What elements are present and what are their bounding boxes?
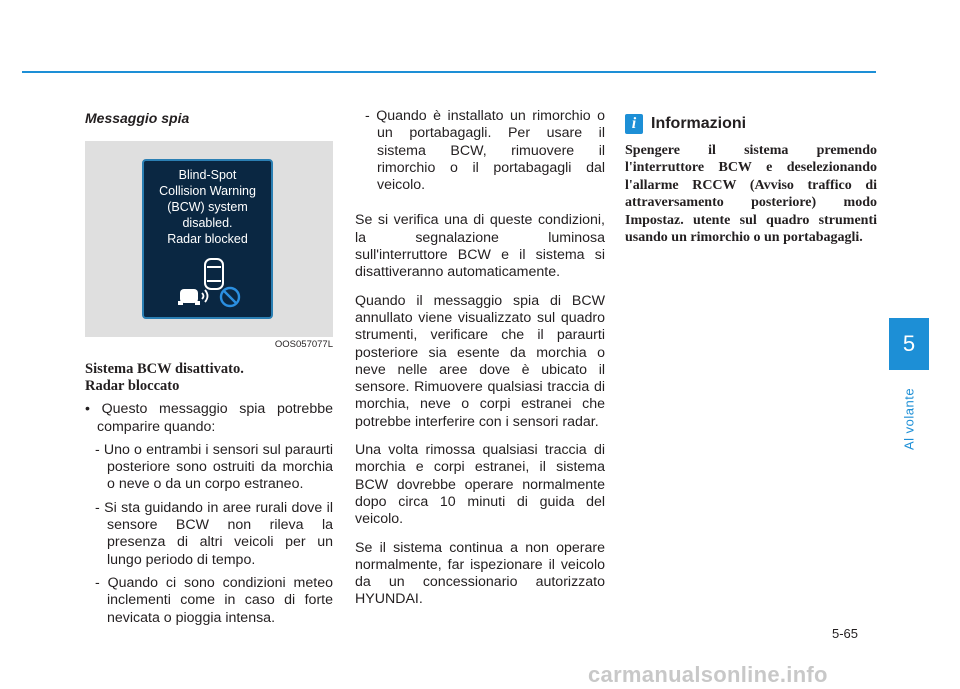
info-title: Informazioni — [651, 115, 747, 133]
dash-item-3: - Quando ci sono condizioni meteo inclementi come in caso di forte nevicata o pioggia intensa. — [95, 574, 333, 626]
warning-figure — [85, 141, 333, 350]
paragraph-1: Se si verifica una di queste condizioni, la segnalazione luminosa sull'interruttore BCW e il sistema si disattiveranno automaticamente. — [355, 212, 605, 281]
chapter-label: Al volante — [901, 387, 917, 451]
bullet-item: • Questo messaggio spia potrebbe comparire quando: — [85, 401, 333, 435]
info-box — [625, 114, 877, 246]
info-icon: i — [625, 114, 643, 134]
radar-wave-icon — [202, 290, 208, 302]
no-sign-icon — [221, 288, 239, 306]
paragraph-4: Se il sistema continua a non operare normalmente, far ispezionare il veicolo da un concessionario autorizzato HYUNDAI. — [355, 539, 605, 608]
ego-car-icon — [205, 259, 223, 289]
dash-item-4: - Quando è installato un rimorchio o un portabagagli. Per usare il sistema BCW, rimuovere il rimorchio o il portabagagli dal veicolo. — [365, 108, 605, 194]
header-rule — [22, 71, 876, 73]
watermark: carmanualsonline.info — [588, 662, 828, 687]
display-message: Blind-Spot Collision Warning (BCW) system disabled. Radar blocked — [159, 168, 256, 247]
paragraph-2: Quando il messaggio spia di BCW annullato viene visualizzato sul quadro strumenti, verificare che il paraurti posteriore sia esente da morchia o neve nelle aree dove è ubicato il sensore. Rimuovere qualsiasi traccia di morchia, neve o corpi estranei che potrebbe interferire con i sensori radar. — [355, 292, 605, 430]
caption-line-1: Sistema BCW disattivato. — [85, 361, 244, 378]
figure-code: OOS057077L — [274, 339, 333, 350]
warning-car-icon — [178, 289, 200, 305]
info-body: Spengere il sistema premendo l'interruttore BCW e deselezionando l'allarme RCCW (Avviso traffico di attraversamento posteriore) modo Impostaz. utente sul quadro strumenti usando un rimorchio o un portabagagli. — [625, 143, 877, 246]
cluster-display — [142, 159, 273, 319]
column-middle — [355, 108, 605, 609]
chapter-tab: 5 — [889, 318, 929, 370]
section-title: Messaggio spia — [85, 110, 190, 126]
caption-line-2: Radar bloccato — [85, 378, 180, 395]
paragraph-3: Una volta rimossa qualsiasi traccia di morchia e corpi estranei, il sistema BCW dovrebbe operare normalmente dopo circa 10 minuti di guida del veicolo. — [355, 442, 605, 528]
page-number: 5-65 — [832, 626, 859, 641]
dash-item-1: - Uno o entrambi i sensori sul paraurti posteriore sono ostruiti da morchia o neve o da un corpo estraneo. — [95, 441, 333, 493]
info-header — [625, 114, 877, 134]
dash-item-2: - Si sta guidando in aree rurali dove il sensore BCW non rileva la presenza di altri veicoli per un lungo periodo di tempo. — [95, 499, 333, 568]
bcw-illustration — [144, 255, 271, 315]
column-left — [85, 108, 333, 627]
caption — [85, 361, 333, 395]
